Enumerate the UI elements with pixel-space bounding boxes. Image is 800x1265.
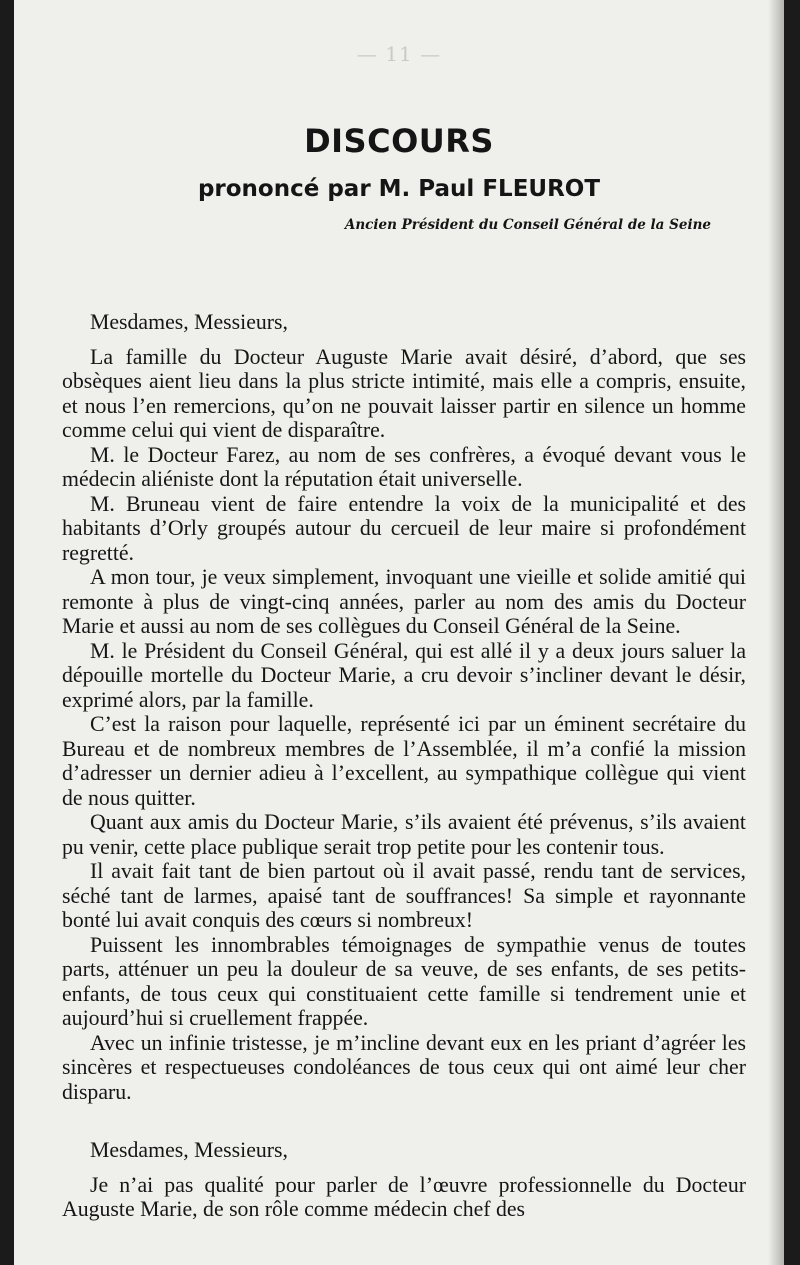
paragraph: Il avait fait tant de bien partout où il avait passé, rendu tant de services, séché tant de larmes, apaisé tant de souffrances! Sa simple et rayonnante bonté lui avait conquis des cœurs si nombreux!	[62, 859, 746, 932]
page-edge-shadow	[768, 0, 784, 1265]
speaker-role: Ancien Président du Conseil Général de la Seine	[344, 217, 711, 233]
paragraph: M. le Président du Conseil Général, qui est allé il y a deux jours saluer la dépouille mortelle du Docteur Marie, a cru devoir s’incliner devant le désir, exprimé alors, par la famille.	[62, 638, 746, 712]
paragraph: Puissent les innombrables témoignages de sympathie venus de toutes parts, atténuer un peu la douleur de sa veuve, de ses enfants, de ses petits-enfants, de tous ceux qui constituaient cette famille si tendrement unie et aujourd’hui si cruellement frappée.	[62, 932, 746, 1030]
speaker-line: prononcé par M. Paul FLEUROT	[197, 176, 601, 202]
paragraph: A mon tour, je veux simplement, invoquant une vieille et solide amitié qui remonte à plus de vingt-cinq années, parler au nom des amis du Docteur Marie et aussi au nom de ses collègues du Conseil Général de la Seine.	[62, 565, 746, 638]
paragraph: C’est la raison pour laquelle, représenté ici par un éminent secrétaire du Bureau et de nombreux membres de l’Assemblée, il m’a confié la mission d’adresser un dernier adieu à l’excellent, au sympathique collègue qui vient de nous quitter.	[62, 712, 746, 810]
paragraph: Quant aux amis du Docteur Marie, s’ils avaient été prévenus, s’ils avaient pu venir, cette place publique serait trop petite pour les contenir tous.	[62, 810, 746, 859]
paragraph: Avec un infinie tristesse, je m’incline devant eux en les priant d’agréer les sincères et respectueuses condoléances de tous ceux qui ont aimé leur cher disparu.	[62, 1030, 746, 1104]
paragraph: M. Bruneau vient de faire entendre la voix de la municipalité et des habitants d’Orly groupés autour du cercueil de leur maire si profondément regretté.	[62, 491, 746, 565]
paragraph: M. le Docteur Farez, au nom de ses confrères, a évoqué devant vous le médecin aliéniste dont la réputation était universelle.	[62, 442, 746, 491]
document-page	[14, 0, 784, 1265]
page-number: — 11 —	[356, 42, 442, 66]
salutation: Mesdames, Messieurs,	[90, 310, 288, 334]
speech-body	[62, 310, 746, 1222]
page-title: DISCOURS	[304, 122, 494, 160]
salutation: Mesdames, Messieurs,	[90, 1138, 288, 1162]
paragraph: La famille du Docteur Auguste Marie avait désiré, d’abord, que ses obsèques aient lieu dans la plus stricte intimité, mais elle a compris, ensuite, et nous l’en remercions, qu’on ne pouvait laisser partir en silence un homme comme celui qui vient de disparaître.	[62, 344, 746, 442]
paragraph: Je n’ai pas qualité pour parler de l’œuvre professionnelle du Docteur Auguste Marie, de son rôle comme médecin chef des	[62, 1172, 746, 1221]
